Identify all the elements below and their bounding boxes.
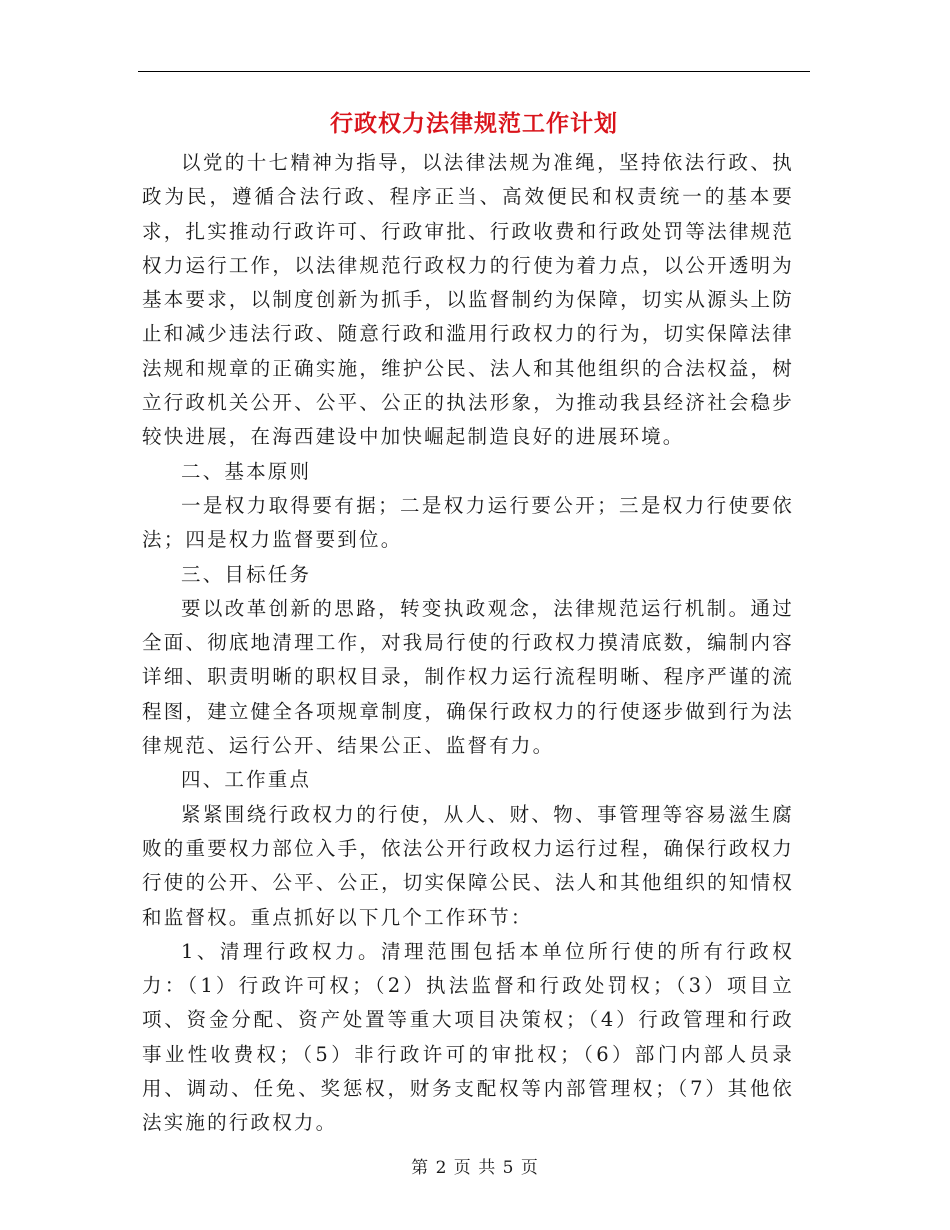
document-body — [142, 146, 794, 1141]
paragraph-focus: 紧紧围绕行政权力的行使，从人、财、物、事管理等容易滋生腐败的重要权力部位入手，依法公开行政权力运行过程，确保行政权力行使的公开、公平、公正，切实保障公民、法人和其他组织的知情权和监督权。重点抓好以下几个工作环节： — [142, 802, 794, 929]
paragraph-goals: 要以改革创新的思路，转变执政观念，法律规范运行机制。通过全面、彻底地清理工作，对我局行使的行政权力摸清底数，编制内容详细、职责明晰的职权目录，制作权力运行流程明晰、程序严谨的流程图，建立健全各项规章制度，确保行政权力的行使逐步做到行为法律规范、运行公开、结果公正、监督有力。 — [142, 596, 794, 758]
paragraph-clear-powers: 1、清理行政权力。清理范围包括本单位所行使的所有行政权力：（1）行政许可权；（2）执法监督和行政处罚权；（3）项目立项、资金分配、资产处置等重大项目决策权；（4）行政管理和行政事业性收费权；（5）非行政许可的审批权；（6）部门内部人员录用、调动、任免、奖惩权，财务支配权等内部管理权；（7）其他依法实施的行政权力。 — [142, 939, 794, 1135]
document-title: 行政权力法律规范工作计划 — [330, 110, 618, 137]
section-heading-goals: 三、目标任务 — [181, 562, 312, 586]
page-footer — [0, 1153, 950, 1178]
header-rule — [138, 71, 810, 72]
paragraph-principles: 一是权力取得要有据；二是权力运行要公开；三是权力行使要依法；四是权力监督要到位。 — [142, 493, 794, 552]
section-heading-focus: 四、工作重点 — [181, 768, 312, 792]
page-number-label: 第 2 页 共 5 页 — [411, 1158, 539, 1178]
section-heading-principles: 二、基本原则 — [181, 459, 312, 483]
paragraph-intro: 以党的十七精神为指导，以法律法规为准绳，坚持依法行政、执政为民，遵循合法行政、程序正当、高效便民和权责统一的基本要求，扎实推动行政许可、行政审批、行政收费和行政处罚等法律规范权力运行工作，以法律规范行政权力的行使为着力点，以公开透明为基本要求，以制度创新为抓手，以监督制约为保障，切实从源头上防止和减少违法行政、随意行政和滥用行政权力的行为，切实保障法律法规和规章的正确实施，维护公民、法人和其他组织的合法权益，树立行政机关公开、公平、公正的执法形象，为推动我县经济社会稳步较快进展，在海西建设中加快崛起制造良好的进展环境。 — [142, 151, 794, 449]
